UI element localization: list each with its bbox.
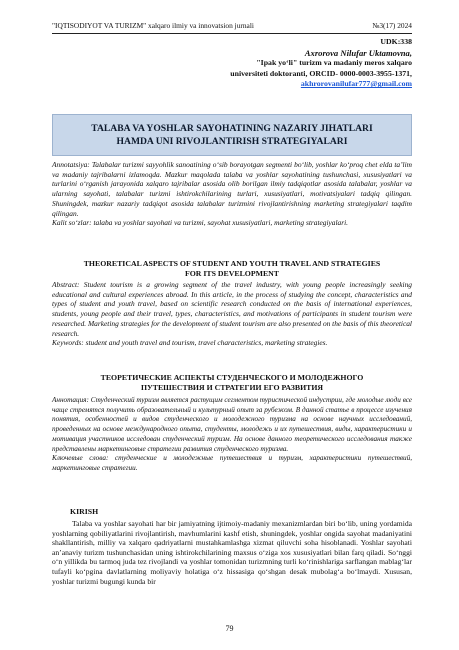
keywords-uzbek: Kalit so‘zlar: talaba va yoshlar sayohati va turizmi, sayohat xususiyatlari, marketing strategiyalari. [52, 218, 349, 228]
author-affiliation-2: universiteti doktoranti, ORCID- 0000-0003-3955-1371, [230, 68, 412, 78]
header-rule [52, 33, 412, 34]
english-title [52, 259, 412, 278]
abstract-uzbek-text: Annotatsiya: Talabalar turizmi sayyohlik sanoatining o‘sib borayotgan segmenti bo‘lib, yoshlar ko‘proq chet elda ta’lim va madaniy tajribalarni izlamoqda. Mazkur maqolada talaba va yoshlar sayohatining tushunchasi, xususiyatlari va turlarini o‘rganish jarayonida xalqaro tajribalar asosida olib borilgan ilmiy tadqiqotlar asosida talabalar, yoshlar va ularning sayohati, talabalar turizmi ishtirokchilarining turlari, xususiyatlari, motivatsiyalari tadqiq qilingan. Shuningdek, mazkur nazariy tadqiqot asosida talabalar turizmini rivojlantirishning marketing strategiyalari taqdim qilingan. [52, 160, 412, 218]
abstract-russian-text: Аннотация: Студенческий туризм является растущим сегментом туристической индустрии, где молодые люди все чаще стремятся получить образовательный и культурный опыт за рубежом. В данной статье в процессе изучения понятия, особенностей и видов студенческого и молодежного туризма на основе научных исследований, проведенных на основе международного опыта, студенты, молодежь и их путешествия, виды, характеристики и мотивация участников исследован студенческий туризм. На основе данного теоретического исследования также представлены маркетинговые стратегии развития студенческого туризма. [52, 396, 412, 453]
introduction-text: Talaba va yoshlar sayohati har bir jamiyatning ijtimoiy-madaniy mexanizmlardan biri bo‘lib, uning yordamida yoshlarning qobiliyatlarini rivojlantirish, mavhumlarini kashf etish, shuningdek, yoshlar ongida sayohat madaniyatini shakllantirish, milliy va xalqaro qadriyatlarni mustahkamlashga xizmat qiluvchi soha hisoblanadi. Yoshlar sayohati an’anaviy turizm tushunchasidan uning ishtirokchilarining maxsus o‘ziga xos xususiyatlari bilan farq qiladi. So‘nggi o‘n yillikda bu tarmoq juda tez rivojlandi va yoshlar tomonidan turizmning turli ko‘rinishlariga sarflangan mablag‘lar tufayli ko‘pgina davlatlarning moliyaviy holatiga o‘z hissasiga qo‘shgan desak mubolag‘a bo‘lmaydi. Xususan, yoshlar turizmi bugungi kunda bir [52, 519, 412, 586]
abstract-russian [52, 396, 412, 474]
udk-code: UDK:338 [380, 37, 412, 46]
page-number: 79 [225, 624, 234, 633]
issue-number: №3(17) 2024 [372, 21, 412, 30]
journal-name: "IQTISODIYOT VA TURIZM" xalqaro ilmiy va innovatsion jurnali [52, 21, 254, 30]
article-title-banner [52, 114, 412, 156]
keywords-russian: Ключевые слова: студенческие и молодежные путешествия и туризм, характеристики путешествий, маркетинговые стратегии. [52, 454, 412, 472]
introduction-heading: KIRISH [70, 507, 99, 516]
abstract-english [52, 280, 412, 348]
russian-title-line-1: ТЕОРЕТИЧЕСКИЕ АСПЕКТЫ СТУДЕНЧЕСКОГО И МОЛОДЕЖНОГО [100, 373, 364, 382]
author-name: Axrorova Nilufar Uktamovna, [304, 47, 412, 58]
running-header [52, 21, 412, 33]
article-title-line-2: HAMDA UNI RIVOJLANTIRISH STRATEGIYALARI [116, 136, 348, 147]
author-affiliation-1: "Ipak yo‘li" turizm va madaniy meros xalqaro [256, 58, 412, 68]
english-title-line-1: THEORETICAL ASPECTS OF STUDENT AND YOUTH TRAVEL AND STRATEGIES [83, 259, 381, 268]
english-title-line-2: FOR ITS DEVELOPMENT [184, 268, 279, 278]
russian-title-line-2: ПУТЕШЕСТВИЯ И СТРАТЕГИИ ЕГО РАЗВИТИЯ [140, 382, 324, 392]
author-email-link[interactable]: akhrorovanilufar777@gmail.com [300, 79, 412, 89]
russian-title [52, 373, 412, 392]
abstract-english-text: Abstract: Student tourism is a growing segment of the travel industry, with young people increasingly seeking educational and cultural experiences abroad. In this article, in the process of studying the concept, characteristics and types of student and youth travel, based on scientific research conducted on the basis of international experiences, students, young people and their travel, types, characteristics, and motivations of participants in student tourism were researched. Marketing strategies for the development of student tourism are also presented on the basis of this theoretical research. [52, 280, 412, 338]
abstract-uzbek [52, 160, 412, 228]
keywords-english: Keywords: student and youth travel and tourism, travel characteristics, marketing strategies. [52, 338, 328, 348]
article-metadata [230, 37, 412, 90]
article-title-line-1: TALABA VA YOSHLAR SAYOHATINING NAZARIY JIHATLARI [91, 123, 373, 134]
